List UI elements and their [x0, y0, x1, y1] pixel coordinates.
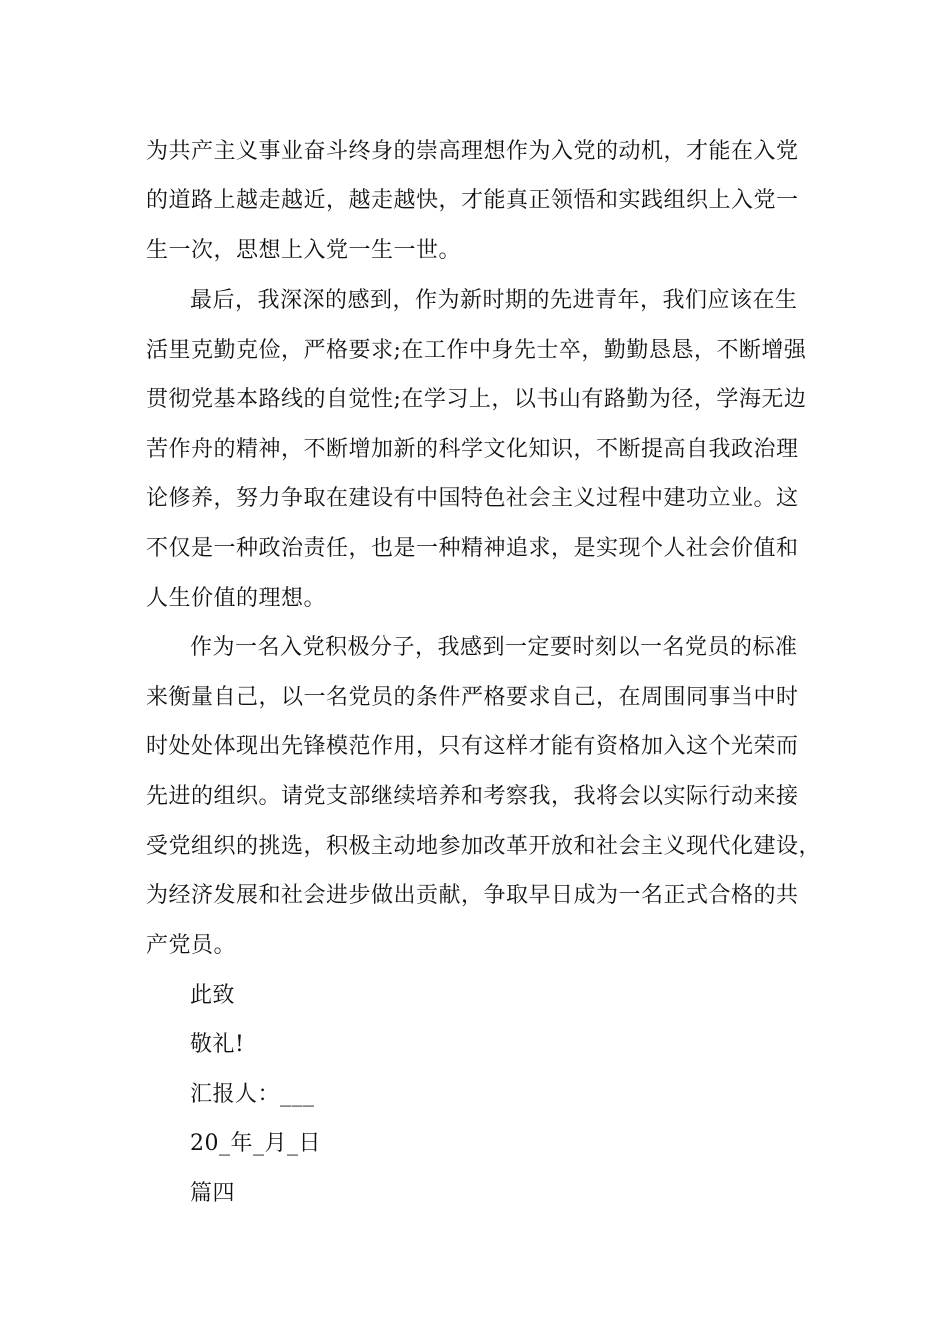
paragraph-3-line-1: 作为一名入党积极分子，我感到一定要时刻以一名党员的标准: [190, 635, 798, 660]
paragraph-3-line-5: 受党组织的挑选，积极主动地参加改革开放和社会主义现代化建设，: [146, 834, 822, 859]
paragraph-3-line-3: 时处处体现出先锋模范作用，只有这样才能有资格加入这个光荣而: [146, 734, 799, 759]
paragraph-2-line-5: 论修养，努力争取在建设有中国特色社会主义过程中建功立业。这: [146, 486, 799, 511]
paragraph-2-line-1: 最后，我深深的感到，作为新时期的先进青年，我们应该在生: [190, 288, 798, 313]
report-date: 20_年_月_日: [190, 1131, 321, 1156]
paragraph-1-line-2: 的道路上越走越近，越走越快，才能真正领悟和实践组织上入党一: [146, 188, 799, 213]
paragraph-2-line-4: 苦作舟的精神，不断增加新的科学文化知识，不断提高自我政治理: [146, 437, 799, 462]
paragraph-1-line-3: 生一次，思想上入党一生一世。: [146, 238, 462, 263]
paragraph-2-line-7: 人生价值的理想。: [146, 586, 327, 611]
paragraph-2-line-3: 贯彻党基本路线的自觉性;在学习上，以书山有路勤为径，学海无边: [146, 387, 807, 412]
paragraph-3-line-2: 来衡量自己，以一名党员的条件严格要求自己，在周围同事当中时: [146, 685, 799, 710]
paragraph-3-line-6: 为经济发展和社会进步做出贡献，争取早日成为一名正式合格的共: [146, 883, 799, 908]
reporter-signature-line: 汇报人：___: [190, 1082, 315, 1107]
closing-respect: 敬礼!: [190, 1032, 245, 1057]
section-heading: 篇四: [190, 1181, 236, 1206]
paragraph-2-line-6: 不仅是一种政治责任，也是一种精神追求，是实现个人社会价值和: [146, 536, 799, 561]
paragraph-2-line-2: 活里克勤克俭，严格要求;在工作中身先士卒，勤勤恳恳，不断增强: [146, 338, 807, 363]
paragraph-3-line-7: 产党员。: [146, 933, 237, 958]
paragraph-3-line-4: 先进的组织。请党支部继续培养和考察我，我将会以实际行动来接: [146, 784, 799, 809]
closing-salutation: 此致: [190, 983, 236, 1008]
paragraph-1-line-1: 为共产主义事业奋斗终身的崇高理想作为入党的动机，才能在入党: [146, 139, 799, 164]
